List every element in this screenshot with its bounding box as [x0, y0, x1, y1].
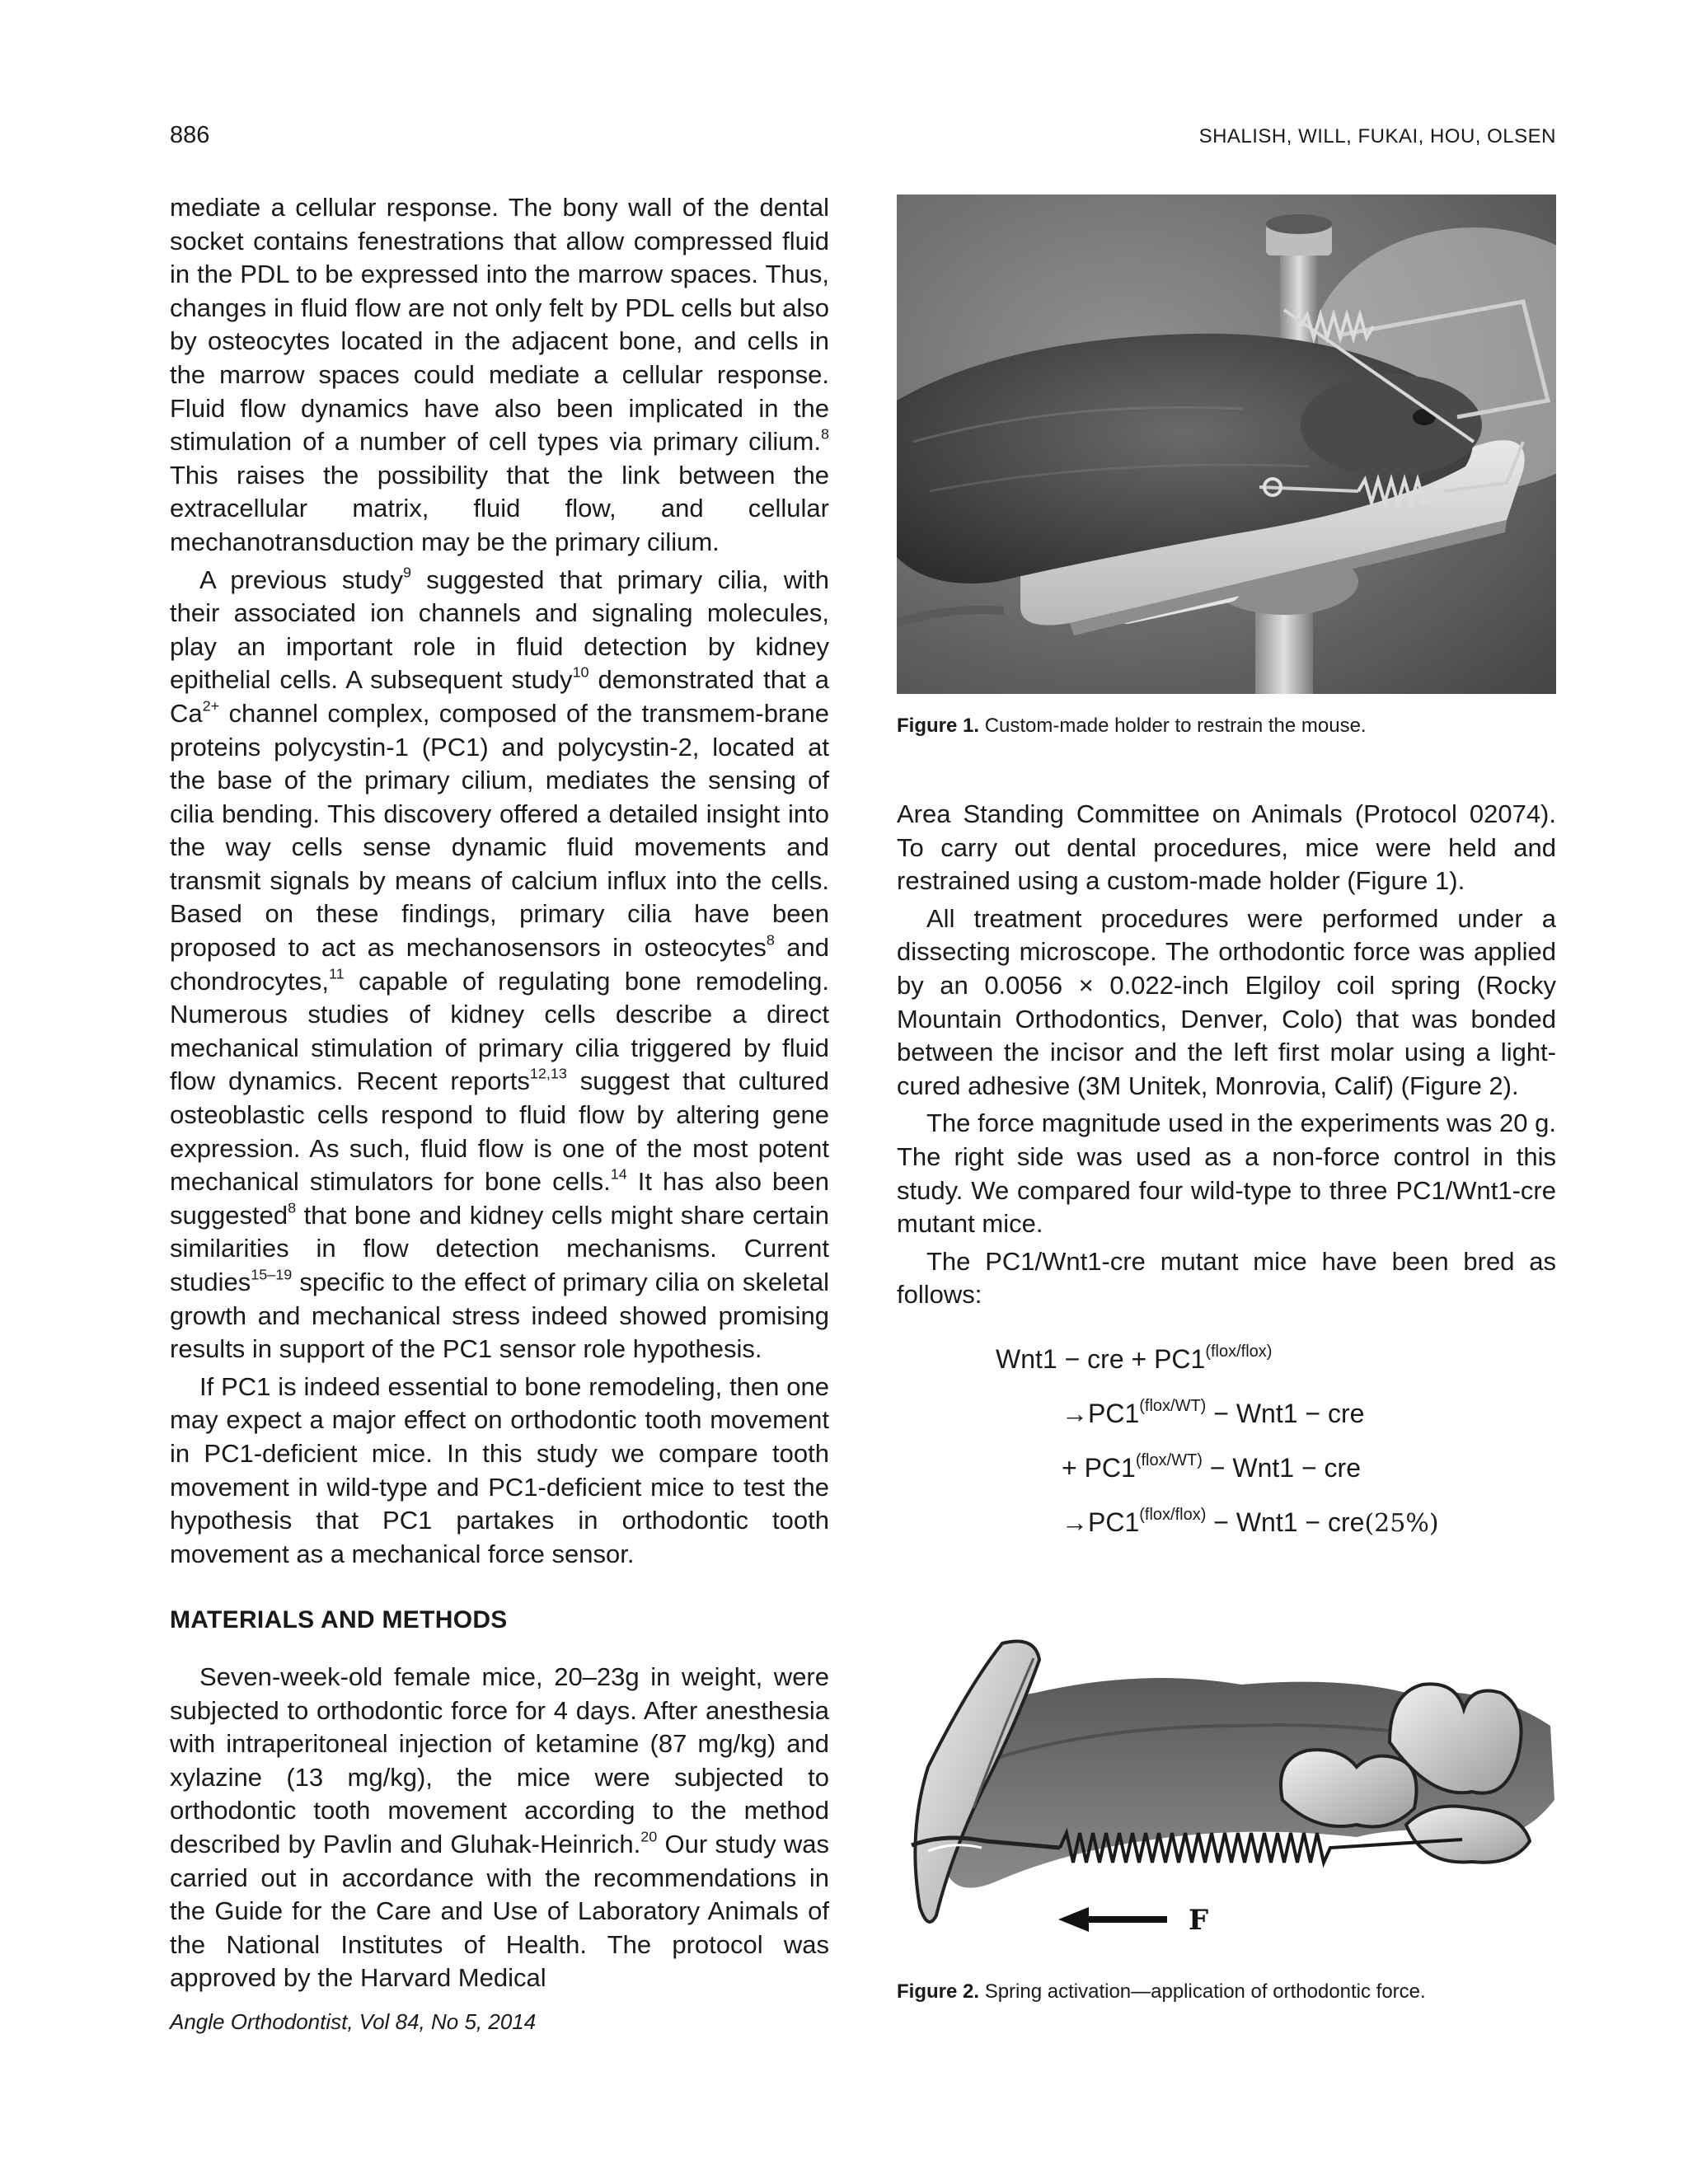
paragraph: Seven-week-old female mice, 20–23g in weight, were subjected to orthodontic force for 4 days. After anesthesia with intraperitoneal injection of ketamine (87 mg/kg) and xylazine (13 mg/kg), the mice were subjected to orthodontic tooth movement according to the method described by Pavlin and Gluhak-Heinrich.$^{20}$ Our study was carried out in accordance with the recommendations in the Guide for the Care and Use of Laboratory Animals of the National Institutes of Health. The protocol was approved by the Harvard Medical: [170, 1661, 829, 1993]
left-text-column: [170, 191, 829, 1995]
paragraph: All treatment procedures were performed under a dissecting microscope. The orthodontic force was applied by an 0.0056 × 0.022-inch Elgiloy coil spring (Rocky Mountain Orthodontics, Denver, Colo) that was bonded between the incisor and the left first molar using a light-cured adhesive (3M Unitek, Monrovia, Calif) (Figure 2).: [897, 903, 1556, 1100]
paragraph: If PC1 is indeed essential to bone remodeling, then one may expect a major effect on orthodontic tooth movement in PC1-deficient mice. In this study we compare tooth movement in wild-type and PC1-deficient mice to test the hypothesis that PC1 partakes in orthodontic tooth movement as a mechanical force sensor.: [170, 1371, 829, 1568]
reference-superscript: 15–19: [251, 1266, 293, 1283]
reference-superscript: 9: [402, 564, 411, 581]
equation-line-4: $\to PC1^{(flox/flox)} - Wnt1 - cre(25\%)$: [1062, 1506, 1439, 1538]
mouse-holder-photo: [897, 194, 1556, 694]
reference-superscript: 8: [821, 425, 829, 443]
equation-line-3: + $PC1^{(flox/WT)} - Wnt1$ − cre: [1062, 1451, 1361, 1483]
journal-footer: Angle Orthodontist, Vol 84, No 5, 2014: [170, 2009, 537, 2034]
reference-superscript: 12,13: [529, 1065, 567, 1082]
reference-superscript: 8: [288, 1199, 297, 1216]
running-head-authors: SHALISH, WILL, FUKAI, HOU, OLSEN: [1198, 125, 1556, 148]
figure-2-drawing: [895, 1635, 1559, 1948]
reference-superscript: 10: [572, 663, 589, 681]
figure-1-caption: Figure 1. Custom-made holder to restrain the mouse.: [897, 715, 1367, 737]
figure-1-photo: [897, 194, 1556, 694]
ion-charge-superscript: 2+: [202, 697, 220, 715]
equation-line-1: Wnt1 − cre + $PC1^{(flox/flox)}$: [996, 1343, 1273, 1374]
section-heading: MATERIALS AND METHODS: [170, 1606, 508, 1634]
reference-superscript: 8: [766, 931, 775, 949]
paragraph: A previous study$^9$ suggested that primary cilia, with their associated ion channels and signaling molecules, play an important role in fluid detection by kidney epithelial cells. A subsequent study$^{10}$ demonstrated that a $Ca^{2+}$ channel complex, composed of the transmem-brane proteins polycystin-1 (PC1) and polycystin-2, located at the base of the primary cilium, mediates the sensing of cilia bending. This discovery offered a detailed insight into the way cells sense dynamic fluid movements and transmit signals by means of calcium influx into the cells. Based on these findings, primary cilia have been proposed to act as mechanosensors in osteocytes$^8$ and chondrocytes,$^{11}$ capable of regulating bone remodeling. Numerous studies of kidney cells describe a direct mechanical stimulation of primary cilia triggered by fluid flow dynamics. Recent reports$^{12,13}$ suggest that cultured osteoblastic cells respond to fluid flow by altering gene expression. As such, fluid flow is one of the most potent mechanical stimulators for bone cells.$^{14}$ It has also been suggested$^8$ that bone and kidney cells might share certain similarities in flow detection mechanisms. Current studies$^{15-19}$ specific to the effect of primary cilia on skeletal growth and mechanical stress indeed showed promising results in support of the PC1 sensor role hypothesis.: [170, 564, 830, 1364]
paragraph: mediate a cellular response. The bony wall of the dental socket contains fenestrations that allow compressed fluid in the PDL to be expressed into the marrow spaces. Thus, changes in fluid flow are not only felt by PDL cells but also by osteocytes located in the adjacent bone, and cells in the marrow spaces could mediate a cellular response. Fluid flow dynamics have also been implicated in the stimulation of a number of cell types via primary cilium.$^8$ This raises the possibility that the link between the extracellular matrix, fluid flow, and cellular mechanotransduction may be the primary cilium.: [170, 193, 829, 556]
page-number: 886: [170, 122, 210, 148]
jaw-spring-illustration: [895, 1635, 1559, 1948]
equation-line-2: $\to PC1^{(flox/WT)} - Wnt1$ − cre: [1062, 1397, 1365, 1428]
reference-superscript: 11: [329, 965, 345, 982]
paragraph: The force magnitude used in the experiments was 20 g. The right side was used as a non-force control in this study. We compared four wild-type to three PC1/Wnt1-cre mutant mice.: [897, 1108, 1556, 1239]
paragraph: Area Standing Committee on Animals (Protocol 02074). To carry out dental procedures, mice were held and restrained using a custom-made holder (Figure 1).: [897, 799, 1556, 896]
reference-superscript: 14: [610, 1165, 627, 1183]
force-label: F: [1189, 1904, 1209, 1937]
right-text-column: [897, 798, 1556, 1312]
force-arrow: [1058, 1904, 1208, 1937]
reference-superscript: 20: [640, 1828, 658, 1845]
paragraph: The PC1/Wnt1-cre mutant mice have been bred as follows:: [897, 1246, 1556, 1310]
figure-2-caption: Figure 2. Spring activation—application of orthodontic force.: [897, 1980, 1426, 2003]
